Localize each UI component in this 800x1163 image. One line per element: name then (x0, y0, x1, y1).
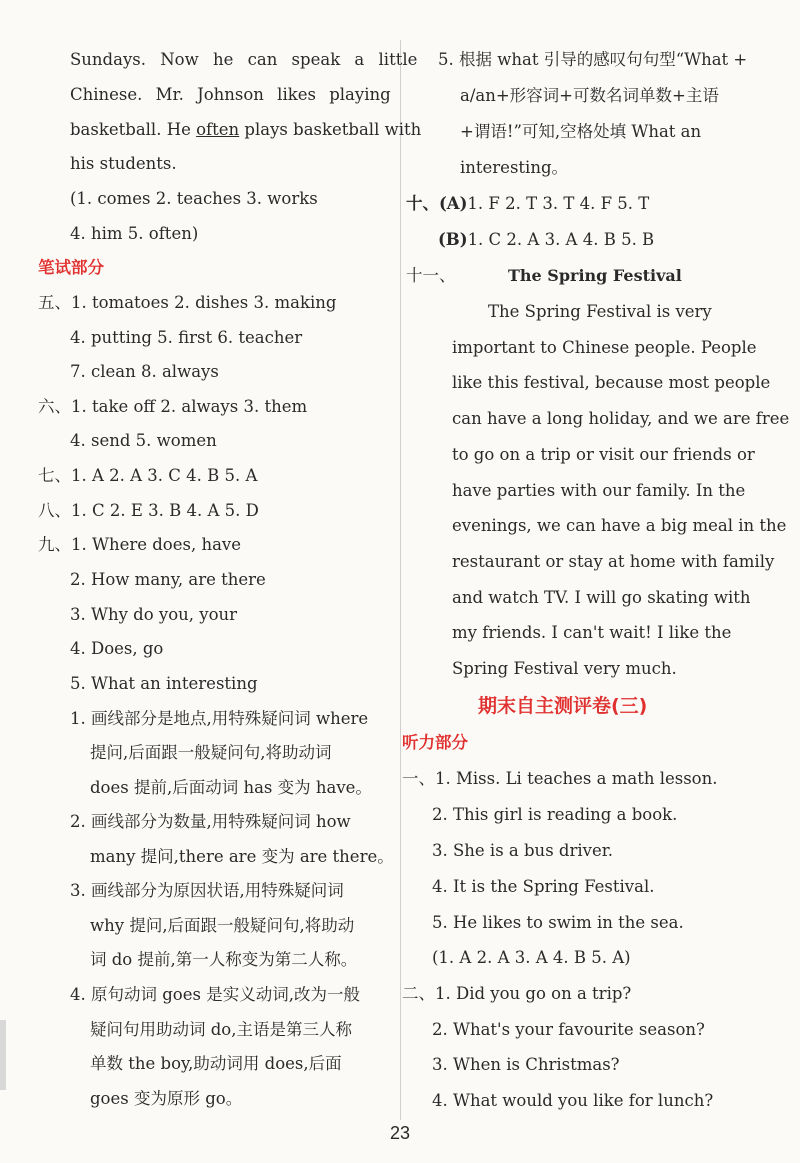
explanation-line: does 提前,后面动词 has 变为 have。 (90, 778, 372, 797)
explanation-line: 2. 画线部分为数量,用特殊疑问词 how (70, 812, 351, 831)
explanation-line: many 提问,there are 变为 are there。 (90, 847, 394, 866)
answer-line: 二、1. Did you go on a trip? (402, 984, 632, 1003)
explanation-line: 3. 画线部分为原因状语,用特殊疑问词 (70, 881, 344, 900)
answer-line: 3. Why do you, your (70, 605, 238, 624)
explanation-line: interesting。 (460, 158, 569, 177)
answer-line: 4. him 5. often) (70, 224, 199, 243)
essay-line: like this festival, because most people (452, 373, 771, 393)
explanation-line: 4. 原句动词 goes 是实义动词,改为一般 (70, 985, 360, 1004)
answer-line: 五、1. tomatoes 2. dishes 3. making (38, 293, 337, 312)
answer-line: 2. How many, are there (70, 570, 266, 589)
part-a-answers: 1. F 2. T 3. T 4. F 5. T (467, 194, 650, 213)
question-label: 十一、 (406, 266, 456, 285)
explanation-line: 单数 the boy,助动词用 does,后面 (90, 1054, 342, 1073)
passage-line: his students. (70, 154, 177, 173)
explanation-line: goes 变为原形 go。 (90, 1089, 243, 1108)
answer-line: 7. clean 8. always (70, 362, 219, 381)
passage-line (70, 120, 421, 140)
essay-line: and watch TV. I will go skating with (452, 587, 751, 607)
answer-line: (1. A 2. A 3. A 4. B 5. A) (432, 948, 631, 967)
answer-line: 4. putting 5. first 6. teacher (70, 328, 303, 347)
explanation-line: 1. 画线部分是地点,用特殊疑问词 where (70, 709, 369, 728)
essay-line: to go on a trip or visit our friends or (452, 444, 755, 464)
answer-line: 2. This girl is reading a book. (432, 805, 678, 824)
answer-line: 九、1. Where does, have (38, 535, 242, 554)
answer-line: 5. He likes to swim in the sea. (432, 913, 684, 932)
answer-line: 4. Does, go (70, 639, 164, 658)
essay-line: restaurant or stay at home with family (452, 551, 775, 571)
column-divider (400, 40, 401, 1120)
essay-line: can have a long holiday, and we are free (452, 409, 790, 429)
explanation-line: 疑问句用助动词 do,主语是第三人称 (90, 1020, 352, 1039)
answer-line: 八、1. C 2. E 3. B 4. A 5. D (38, 501, 259, 520)
passage-text: basketball. He (70, 120, 197, 139)
page-edge-mark (0, 1020, 6, 1090)
section-heading-written: 笔试部分 (38, 258, 104, 277)
essay-line: my friends. I can't wait! I like the (452, 623, 732, 643)
explanation-line: a/an+形容词+可数名词单数+主语 (460, 86, 719, 105)
essay-line: The Spring Festival is very (488, 302, 712, 321)
answer-line: 2. What's your favourite season? (432, 1020, 705, 1039)
answer-line: 4. What would you like for lunch? (432, 1091, 714, 1110)
underlined-word: often (196, 120, 240, 139)
explanation-line: +谓语!”可知,空格处填 What an (460, 122, 702, 141)
answer-line: 六、1. take off 2. always 3. them (38, 397, 308, 416)
answer-line: 七、1. A 2. A 3. C 4. B 5. A (38, 466, 258, 485)
answer-line: 5. What an interesting (70, 674, 258, 693)
essay-line: evenings, we can have a big meal in the (452, 516, 787, 536)
passage-text: plays basketball with (239, 120, 422, 139)
explanation-line: 词 do 提前,第一人称变为第二人称。 (90, 950, 358, 969)
exam-title: 期末自主测评卷(三) (478, 695, 648, 717)
page-number: 23 (389, 1123, 411, 1143)
passage-line: Sundays. Now he can speak a little (70, 50, 418, 69)
answer-line (406, 194, 649, 214)
answer-line: 4. send 5. women (70, 431, 217, 450)
essay-line: important to Chinese people. People (452, 337, 757, 357)
section-heading-listening: 听力部分 (402, 733, 468, 752)
essay-title: The Spring Festival (508, 266, 682, 285)
part-b-label: (B) (438, 230, 468, 249)
answer-line: 一、1. Miss. Li teaches a math lesson. (402, 769, 718, 788)
answer-line: 3. She is a bus driver. (432, 841, 614, 860)
answer-line: (1. comes 2. teaches 3. works (70, 189, 318, 208)
explanation-line: 提问,后面跟一般疑问句,将助动词 (90, 743, 332, 762)
part-a-label: 十、(A) (406, 194, 468, 213)
part-b-answers: 1. C 2. A 3. A 4. B 5. B (467, 230, 655, 249)
essay-line: have parties with our family. In the (452, 480, 746, 500)
explanation-line: why 提问,后面跟一般疑问句,将助动 (90, 916, 355, 935)
essay-line: Spring Festival very much. (452, 659, 677, 678)
explanation-line: 5. 根据 what 引导的感叹句句型“What + (438, 50, 748, 69)
passage-line: Chinese. Mr. Johnson likes playing (70, 85, 391, 104)
answer-line: 3. When is Christmas? (432, 1055, 620, 1074)
answer-line: 4. It is the Spring Festival. (432, 877, 655, 896)
answer-line (438, 230, 654, 250)
